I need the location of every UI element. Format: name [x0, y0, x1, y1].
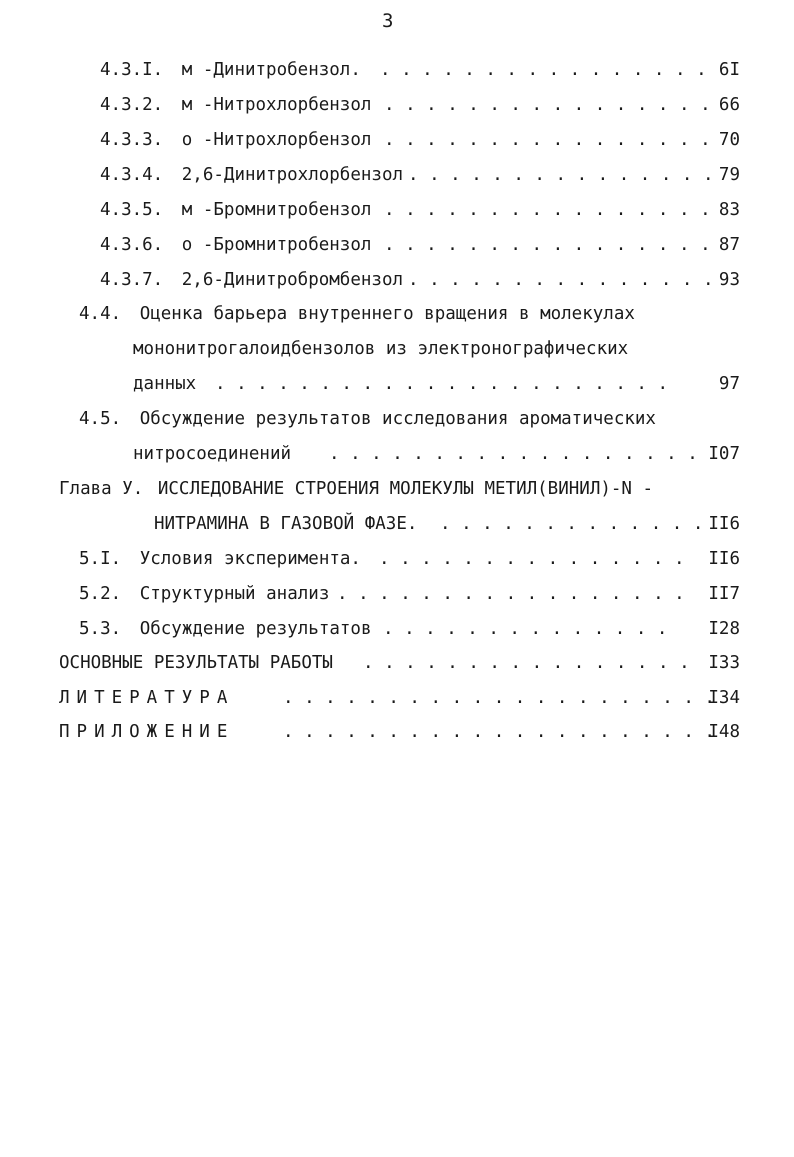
toc-title-line: Оценка барьера внутреннего вращения в молекулах	[139, 304, 635, 324]
toc-title: Структурный анализ	[139, 584, 330, 604]
dot-leader: . . . . . . . . . . . . . . . .	[384, 235, 711, 255]
toc-number: 4.3.5.	[100, 200, 164, 220]
dot-leader: . . . . . . . . . . . . . . . . . .	[329, 444, 698, 464]
toc-entry-5-2	[79, 580, 740, 608]
toc-number: 4.5.	[79, 409, 122, 429]
toc-number: Глава У.	[59, 479, 144, 499]
dot-leader: . . . . . . . . . . . . .	[440, 514, 704, 534]
toc-number: 5.I.	[79, 549, 122, 569]
dot-leader: . . . . . . . . . . . . . . . . . . . . .	[283, 722, 715, 742]
toc-page: I33	[708, 653, 740, 673]
toc-title: о -Нитрохлорбензол	[181, 130, 372, 150]
toc-page: 79	[718, 165, 740, 185]
toc-entry-appendix	[59, 718, 740, 746]
page-number: 3	[382, 10, 394, 32]
toc-number: 4.3.I.	[100, 60, 164, 80]
dot-leader: . . . . . . . . . . . . . . . .	[380, 60, 707, 80]
dot-leader: . . . . . . . . . . . . . . .	[379, 549, 685, 569]
toc-entry-4-4-cont	[133, 335, 740, 363]
toc-page: 66	[718, 95, 740, 115]
dot-leader: . . . . . . . . . . . . . . . . . . . . . .	[215, 374, 669, 394]
toc-title-line: мононитрогалоидбензолов из электронографических	[133, 339, 629, 359]
toc-title-line: НИТРАМИНА В ГАЗОВОЙ ФАЗЕ.	[154, 514, 418, 534]
toc-title-line: данных	[133, 374, 197, 394]
toc-number: 5.2.	[79, 584, 122, 604]
toc-entry-4-3-6	[100, 231, 740, 259]
toc-page: 87	[718, 235, 740, 255]
toc-title: м -Нитрохлорбензол	[181, 95, 372, 115]
toc-entry-5-3	[79, 615, 740, 643]
toc-entry-chapter-5-end	[154, 510, 740, 538]
toc-entry-4-5	[79, 405, 740, 433]
toc-page: I48	[708, 722, 740, 742]
toc-entry-4-4	[79, 300, 740, 328]
toc-page: II6	[708, 514, 740, 534]
toc-entry-chapter-5	[59, 475, 740, 503]
toc-entry-4-3-7	[100, 266, 740, 294]
toc-title-line: Обсуждение результатов исследования ароматических	[139, 409, 656, 429]
toc-number: 4.4.	[79, 304, 122, 324]
toc-page: II7	[708, 584, 740, 604]
dot-leader: . . . . . . . . . . . . . .	[383, 619, 668, 639]
toc-entry-4-3-5	[100, 196, 740, 224]
dot-leader: . . . . . . . . . . . . . . .	[408, 165, 714, 185]
toc-number: 4.3.6.	[100, 235, 164, 255]
toc-entry-4-3-1	[100, 56, 740, 84]
toc-page: I28	[708, 619, 740, 639]
toc-entry-4-3-3	[100, 126, 740, 154]
toc-title-line: ИССЛЕДОВАНИЕ СТРОЕНИЯ МОЛЕКУЛЫ МЕТИЛ(ВИНИЛ)-N -	[157, 479, 654, 499]
toc-entry-4-3-4	[100, 161, 740, 189]
toc-title: Обсуждение результатов	[139, 619, 372, 639]
toc-page: 70	[718, 130, 740, 150]
toc-number: 4.3.4.	[100, 165, 164, 185]
toc-entry-4-5-end	[133, 440, 740, 468]
toc-title-line: нитросоединений	[133, 444, 292, 464]
dot-leader: . . . . . . . . . . . . . . . . .	[337, 584, 685, 604]
toc-title: 2,6-Динитробромбензол	[181, 270, 404, 290]
toc-page: 83	[718, 200, 740, 220]
toc-title: ПРИЛОЖЕНИЕ	[59, 722, 235, 742]
dot-leader: . . . . . . . . . . . . . . .	[408, 270, 714, 290]
toc-page: 6I	[718, 60, 740, 80]
dot-leader: . . . . . . . . . . . . . . . . . . . . .	[283, 688, 715, 708]
toc-title: Условия эксперимента.	[139, 549, 361, 569]
toc-entry-main-results	[59, 649, 740, 677]
toc-number: 4.3.3.	[100, 130, 164, 150]
dot-leader: . . . . . . . . . . . . . . . .	[384, 200, 711, 220]
toc-entry-5-1	[79, 545, 740, 573]
toc-number: 4.3.2.	[100, 95, 164, 115]
toc-page: I07	[708, 444, 740, 464]
toc-page: 97	[718, 374, 740, 394]
toc-title: о -Бромнитробензол	[181, 235, 372, 255]
dot-leader: . . . . . . . . . . . . . . . .	[384, 130, 711, 150]
toc-title: ОСНОВНЫЕ РЕЗУЛЬТАТЫ РАБОТЫ	[59, 653, 333, 673]
toc-title: м -Бромнитробензол	[181, 200, 372, 220]
toc-title: 2,6-Динитрохлорбензол	[181, 165, 404, 185]
dot-leader: . . . . . . . . . . . . . . . .	[363, 653, 690, 673]
toc-title: ЛИТЕРАТУРА	[59, 688, 235, 708]
toc-entry-4-3-2	[100, 91, 740, 119]
toc-title: м -Динитробензол.	[181, 60, 361, 80]
toc-page: I34	[708, 688, 740, 708]
toc-page: 93	[718, 270, 740, 290]
toc-entry-4-4-end	[133, 370, 740, 398]
dot-leader: . . . . . . . . . . . . . . . .	[384, 95, 711, 115]
toc-number: 5.3.	[79, 619, 122, 639]
toc-number: 4.3.7.	[100, 270, 164, 290]
toc-entry-literature	[59, 684, 740, 712]
toc-page: II6	[708, 549, 740, 569]
